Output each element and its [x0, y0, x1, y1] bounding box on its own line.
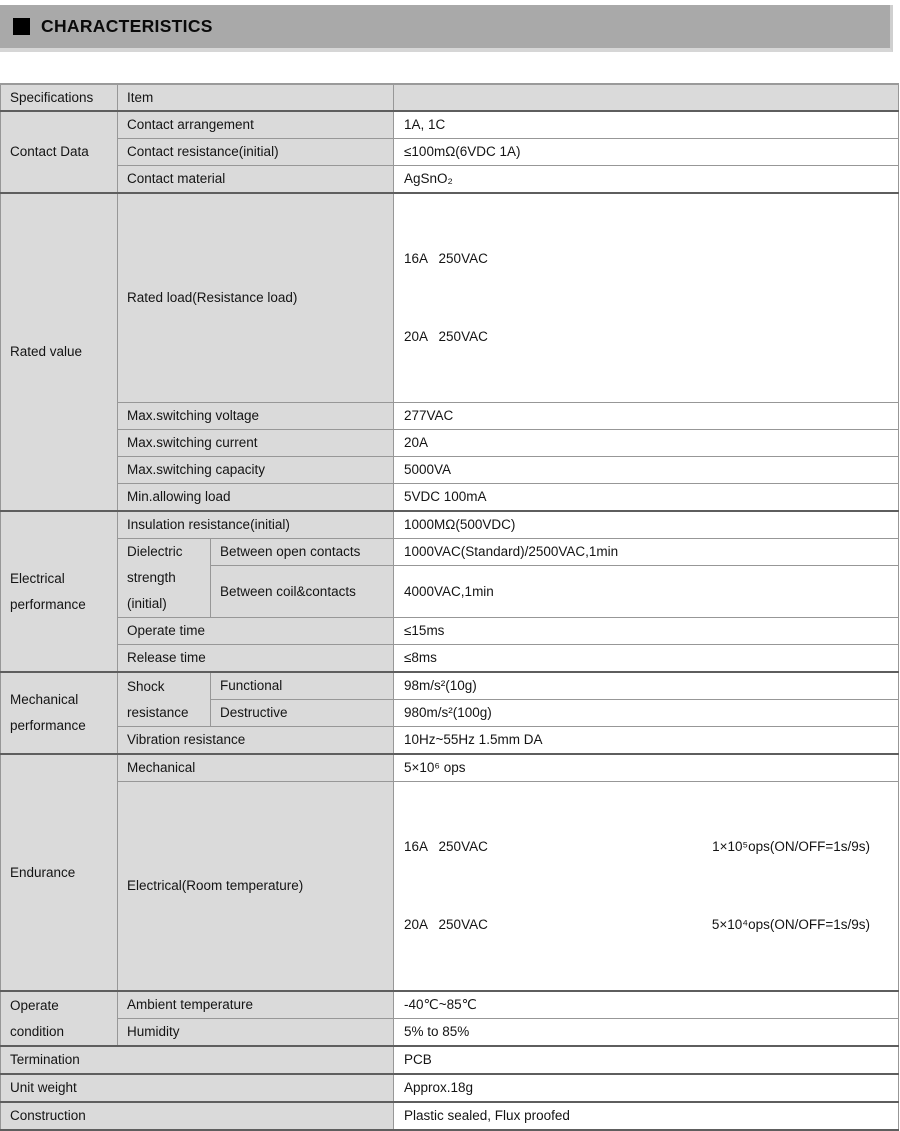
item-vibration-resistance: Vibration resistance — [118, 727, 394, 755]
item-endurance-mechanical: Mechanical — [118, 754, 394, 782]
col-header-specifications: Specifications — [1, 84, 118, 111]
item-insulation-resistance: Insulation resistance(initial) — [118, 511, 394, 539]
item-max-switching-voltage: Max.switching voltage — [118, 403, 394, 430]
value-between-coil-contacts: 4000VAC,1min — [394, 566, 899, 618]
item-ambient-temperature: Ambient temperature — [118, 991, 394, 1019]
item-shock-resistance: Shock resistance — [118, 672, 211, 727]
table-row — [1, 1102, 899, 1130]
endurance-load-20a: 20A 250VAC — [404, 917, 488, 932]
value-termination: PCB — [394, 1046, 899, 1074]
spec-group-electrical-performance: Electrical performance — [1, 511, 118, 672]
item-max-switching-current: Max.switching current — [118, 430, 394, 457]
item-contact-material: Contact material — [118, 166, 394, 194]
value-insulation-resistance: 1000MΩ(500VDC) — [394, 511, 899, 539]
endurance-ops-20a: 5×10⁴ops(ON/OFF=1s/9s) — [711, 917, 871, 932]
spec-group-contact-data: Contact Data — [1, 111, 118, 193]
table-row — [1, 511, 899, 539]
spec-group-operate-condition: Operate condition — [1, 991, 118, 1046]
value-contact-material: AgSnO₂ — [394, 166, 899, 194]
table-row — [1, 139, 899, 166]
table-row — [1, 782, 899, 992]
endurance-load-16a: 16A 250VAC — [404, 839, 488, 854]
item-contact-arrangement: Contact arrangement — [118, 111, 394, 139]
value-max-switching-capacity: 5000VA — [394, 457, 899, 484]
item-release-time: Release time — [118, 645, 394, 673]
label-termination: Termination — [1, 1046, 394, 1074]
value-shock-destructive: 980m/s²(100g) — [394, 700, 899, 727]
item-endurance-electrical: Electrical(Room temperature) — [118, 782, 394, 992]
item-operate-time: Operate time — [118, 618, 394, 645]
section-title-bar — [0, 5, 893, 52]
spec-group-endurance: Endurance — [1, 754, 118, 991]
table-row — [1, 672, 899, 700]
value-between-open-contacts: 1000VAC(Standard)/2500VAC,1min — [394, 539, 899, 566]
value-rated-load-line2: 20A 250VAC — [404, 329, 488, 344]
item-rated-load: Rated load(Resistance load) — [118, 193, 394, 403]
value-endurance-mechanical: 5×10⁶ ops — [394, 754, 899, 782]
spec-group-rated-value: Rated value — [1, 193, 118, 511]
spec-group-mechanical-performance: Mechanical performance — [1, 672, 118, 754]
value-shock-functional: 98m/s²(10g) — [394, 672, 899, 700]
item-between-coil-contacts: Between coil&contacts — [211, 566, 394, 618]
item-max-switching-capacity: Max.switching capacity — [118, 457, 394, 484]
col-header-item: Item — [118, 84, 394, 111]
table-header-row — [1, 84, 899, 111]
black-square-icon — [13, 18, 30, 35]
value-endurance-electrical — [394, 782, 899, 992]
item-contact-resistance: Contact resistance(initial) — [118, 139, 394, 166]
value-contact-arrangement: 1A, 1C — [394, 111, 899, 139]
table-row — [1, 1074, 899, 1102]
page-title: CHARACTERISTICS — [41, 16, 213, 36]
endurance-electrical-line1 — [404, 834, 894, 860]
value-max-switching-voltage: 277VAC — [394, 403, 899, 430]
value-rated-load-line1: 16A 250VAC — [404, 251, 488, 266]
table-row — [1, 457, 899, 484]
value-min-allowing-load: 5VDC 100mA — [394, 484, 899, 512]
table-row — [1, 754, 899, 782]
table-row — [1, 645, 899, 673]
item-shock-destructive: Destructive — [211, 700, 394, 727]
item-min-allowing-load: Min.allowing load — [118, 484, 394, 512]
endurance-electrical-line2 — [404, 912, 894, 938]
label-construction: Construction — [1, 1102, 394, 1130]
value-contact-resistance: ≤100mΩ(6VDC 1A) — [394, 139, 899, 166]
value-rated-load — [394, 193, 899, 403]
endurance-ops-16a: 1×10⁵ops(ON/OFF=1s/9s) — [712, 839, 871, 854]
table-row — [1, 193, 899, 403]
col-header-value — [394, 84, 899, 111]
table-row — [1, 111, 899, 139]
value-ambient-temperature: -40℃~85℃ — [394, 991, 899, 1019]
value-humidity: 5% to 85% — [394, 1019, 899, 1047]
table-row — [1, 166, 899, 194]
table-row — [1, 1046, 899, 1074]
value-construction: Plastic sealed, Flux proofed — [394, 1102, 899, 1130]
table-row — [1, 727, 899, 755]
item-between-open-contacts: Between open contacts — [211, 539, 394, 566]
table-row — [1, 991, 899, 1019]
value-vibration-resistance: 10Hz~55Hz 1.5mm DA — [394, 727, 899, 755]
item-humidity: Humidity — [118, 1019, 394, 1047]
table-row — [1, 539, 899, 566]
item-dielectric-strength: Dielectric strength (initial) — [118, 539, 211, 618]
table-row — [1, 484, 899, 512]
item-shock-functional: Functional — [211, 672, 394, 700]
table-row — [1, 430, 899, 457]
table-row — [1, 618, 899, 645]
table-row — [1, 403, 899, 430]
table-row — [1, 1019, 899, 1047]
value-release-time: ≤8ms — [394, 645, 899, 673]
value-max-switching-current: 20A — [394, 430, 899, 457]
characteristics-table — [0, 83, 899, 1131]
label-unit-weight: Unit weight — [1, 1074, 394, 1102]
value-operate-time: ≤15ms — [394, 618, 899, 645]
value-unit-weight: Approx.18g — [394, 1074, 899, 1102]
